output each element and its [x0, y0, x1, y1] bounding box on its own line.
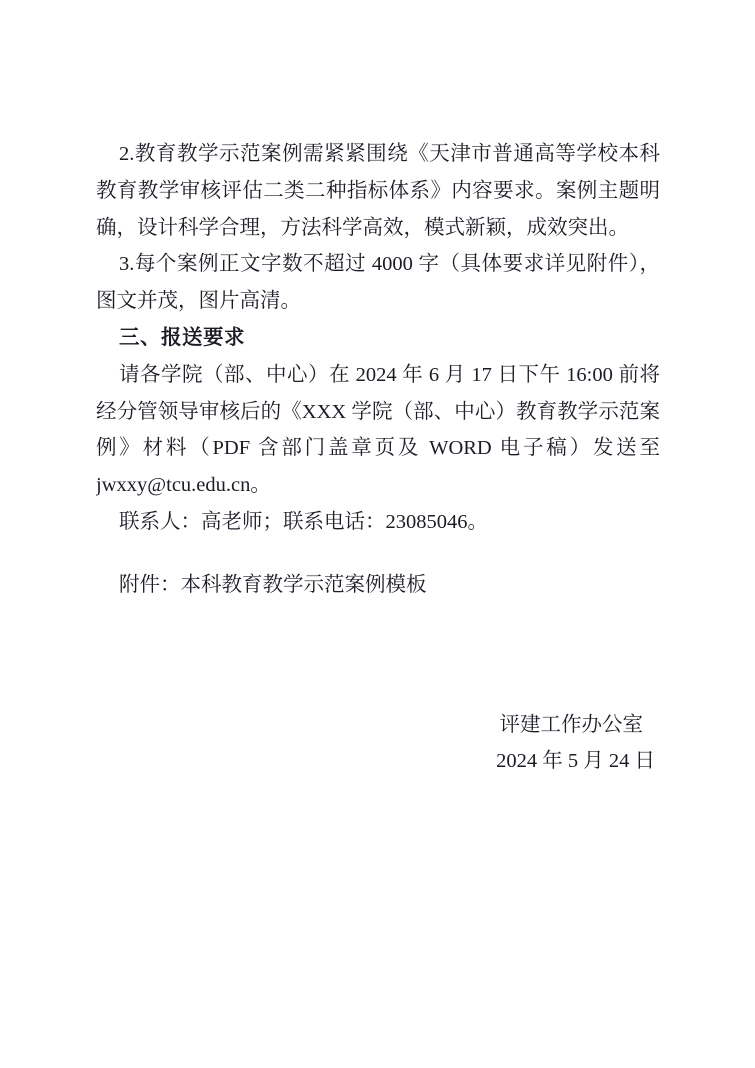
signature-date: 2024 年 5 月 24 日 [496, 750, 655, 773]
paragraph-2-line-3: 确，设计科学合理，方法科学高效，模式新颖，成效突出。 [96, 216, 629, 239]
submission-email: jwxxy@tcu.edu.cn。 [96, 474, 271, 497]
blank-space [96, 604, 660, 707]
submission-line-2: 经分管领导审核后的《XXX 学院（部、中心）教育教学示范案 [96, 400, 660, 423]
paragraph-2-line-2: 教育教学审核评估二类二种指标体系》内容要求。案例主题明 [96, 179, 660, 202]
submission-line-3: 例》材料（PDF 含部门盖章页及 WORD 电子稿）发送至 [96, 437, 660, 460]
submission-line-1: 请各学院（部、中心）在 2024 年 6 月 17 日下午 16:00 前将 [119, 363, 660, 386]
section-heading: 三、报送要求 [119, 325, 245, 349]
signature-name: 评建工作办公室 [499, 713, 643, 736]
paragraph-3-line-2: 图文并茂，图片高清。 [96, 290, 301, 313]
contact-line: 联系人：高老师；联系电话：23085046。 [119, 510, 488, 533]
document-body [96, 136, 660, 780]
paragraph-2-line-1: 2.教育教学示范案例需紧紧围绕《天津市普通高等学校本科 [119, 143, 660, 165]
paragraph-3-line-1: 3.每个案例正文字数不超过 4000 字（具体要求详见附件）， [119, 253, 660, 276]
blank-line [96, 541, 660, 567]
attachment-line: 附件：本科教育教学示范案例模板 [119, 573, 427, 596]
